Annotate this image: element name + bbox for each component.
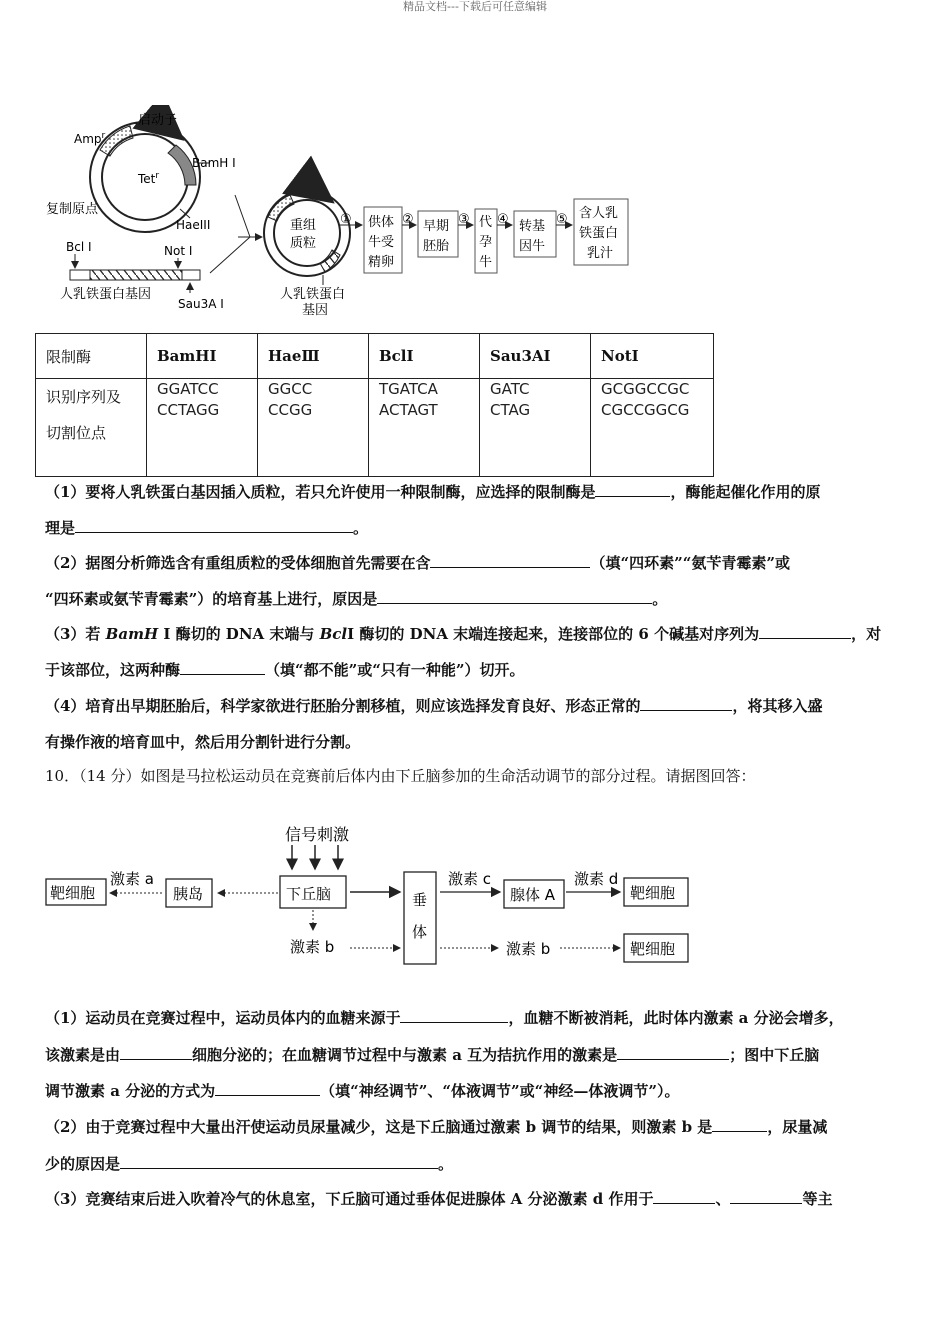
svg-text:精卵: 精卵: [368, 255, 395, 270]
seq-cell-bamhi: GGATCC CCTAGG: [147, 379, 258, 477]
table-header-row: [36, 334, 714, 379]
step-2: ②: [402, 212, 414, 227]
pituitary-label-2: 体: [412, 923, 428, 941]
seq-cell-sau3ai: GATC CTAG: [480, 379, 591, 477]
svg-text:牛: 牛: [479, 255, 493, 270]
hormone-a-label: 激素 a: [110, 870, 154, 888]
recomb-gene-label-1: 人乳铁蛋白: [280, 287, 346, 302]
hormone-d-label: 激素 d: [574, 870, 619, 888]
answer-blank[interactable]: [653, 1183, 715, 1204]
answer-blank[interactable]: [595, 476, 670, 497]
origin-label: 复制原点: [46, 202, 99, 217]
answer-blank[interactable]: [180, 654, 265, 675]
step-4: ④: [497, 212, 509, 227]
answer-blank[interactable]: [377, 583, 652, 604]
plasmid-figure: [40, 105, 680, 320]
header-cell: Sau3AⅠ: [480, 334, 591, 379]
recomb-gene-label-2: 基因: [302, 303, 329, 318]
target-cell-label-3: 靶细胞: [630, 940, 676, 958]
q9-part2-line2: “四环素或氨苄青霉素”）的培育基上进行，原因是 。: [45, 581, 907, 617]
q9-part2-line1: （2）据图分析筛选含有重组质粒的受体细胞首先需要在含 （填“四环素”“氨苄青霉素”或: [45, 545, 907, 581]
q10-part3-line1: （3）竞赛结束后进入吹着冷气的休息室，下丘脑可通过垂体促进腺体 A 分泌激素 d 作用于 、 等主: [45, 1181, 907, 1217]
hormone-b-label-2: 激素 b: [506, 940, 551, 958]
seq-cell-noti: GCGGCCGC CGCCGGCG: [591, 379, 714, 477]
answer-blank[interactable]: [215, 1075, 320, 1096]
table-row: [36, 379, 714, 477]
ampr-label: Amp$^r$: [74, 131, 106, 146]
bcli-label: Bcl I: [66, 240, 92, 254]
signal-label: 信号刺激: [285, 825, 350, 844]
answer-blank[interactable]: [640, 690, 732, 711]
answer-blank[interactable]: [617, 1039, 729, 1060]
haeiii-label: HaeIII: [176, 218, 211, 232]
hypothalamus-label: 下丘脑: [286, 885, 332, 903]
gland-a-label: 腺体 A: [510, 886, 556, 904]
target-cell-label-1: 靶细胞: [50, 884, 96, 902]
q10-part1-line1: （1）运动员在竞赛过程中，运动员体内的血糖来源于 ，血糖不断被消耗，此时体内激素 a 分泌会增多，: [45, 1000, 907, 1036]
q9-part3-line2: 于该部位，这两种酶 （填“都不能”或“只有一种能”）切开。: [45, 652, 907, 688]
seq-cell-bcli: TGATCA ACTAGT: [369, 379, 480, 477]
answer-blank[interactable]: [730, 1183, 802, 1204]
recomb-label-1: 重组: [290, 218, 317, 233]
svg-text:孕: 孕: [479, 235, 493, 250]
step-5: ⑤: [556, 212, 568, 227]
pituitary-label-1: 垂: [412, 891, 428, 909]
page-header: 精品文档---下载后可任意编辑: [403, 0, 547, 13]
recomb-label-2: 质粒: [290, 236, 317, 251]
promoter-label: 启动子: [138, 113, 178, 128]
header-cell: BclⅠ: [369, 334, 480, 379]
header-cell: HaeⅢ: [258, 334, 369, 379]
recombinant-plasmid: [264, 190, 350, 276]
q9-part1-line2: 理是 。: [45, 510, 907, 546]
enzyme-table: [35, 333, 714, 477]
q9-part3-line1: （3）若 BamH I 酶切的 DNA 末端与 BclI 酶切的 DNA 末端连接起来，连接部位的 6 个碱基对序列为 ，对: [45, 616, 907, 652]
svg-text:铁蛋白: 铁蛋白: [579, 226, 619, 241]
pituitary-box: [404, 872, 436, 964]
q10-title: 10．（14 分）如图是马拉松运动员在竞赛前后体内由下丘脑参加的生命活动调节的部分过程。请据图回答：: [45, 767, 756, 785]
gene-label: 人乳铁蛋白基因: [60, 287, 152, 302]
sau3ai-label: Sau3A I: [178, 297, 224, 311]
answer-blank[interactable]: [120, 1039, 192, 1060]
q10-part2-line2: 少的原因是 。: [45, 1146, 907, 1182]
noti-label: Not I: [164, 244, 193, 258]
svg-text:早期: 早期: [423, 219, 450, 234]
header-cell: BamHⅠ: [147, 334, 258, 379]
answer-blank[interactable]: [75, 512, 353, 533]
hormone-c-label: 激素 c: [448, 870, 492, 888]
step-3: ③: [458, 212, 470, 227]
svg-text:胚胎: 胚胎: [423, 239, 450, 254]
svg-text:转基: 转基: [519, 219, 546, 234]
header-cell: 限制酶: [36, 334, 147, 379]
answer-blank[interactable]: [400, 1002, 508, 1023]
hypothalamus-figure: [40, 812, 700, 972]
svg-text:乳汁: 乳汁: [587, 246, 614, 261]
seq-cell-haeiii: GGCC CCGG: [258, 379, 369, 477]
q10-part1-line2: 该激素是由 细胞分泌的；在血糖调节过程中与激素 a 互为拮抗作用的激素是 ；图中下丘脑: [45, 1037, 907, 1073]
answer-blank[interactable]: [430, 547, 590, 568]
row-label: 识别序列及 切割位点: [36, 379, 147, 477]
islet-label: 胰岛: [173, 885, 204, 903]
q10-part2-line1: （2）由于竞赛过程中大量出汗使运动员尿量减少，这是下丘脑通过激素 b 调节的结果，则激素 b 是 ，尿量减: [45, 1109, 907, 1145]
svg-text:供体: 供体: [368, 215, 395, 230]
svg-text:含人乳: 含人乳: [579, 206, 619, 221]
svg-text:牛受: 牛受: [368, 235, 395, 250]
hormone-b-label-1: 激素 b: [290, 938, 335, 956]
svg-text:因牛: 因牛: [519, 239, 546, 254]
target-cell-label-2: 靶细胞: [630, 884, 676, 902]
answer-blank[interactable]: [120, 1148, 438, 1169]
header-cell: NotⅠ: [591, 334, 714, 379]
q9-part4-line2: 有操作液的培育皿中，然后用分割针进行分割。: [45, 733, 361, 751]
tetr-label: Tet$^r$: [138, 171, 160, 186]
answer-blank[interactable]: [712, 1111, 767, 1132]
q9-part1-line1: （1）要将人乳铁蛋白基因插入质粒，若只允许使用一种限制酶，应选择的限制酶是 ，酶能起催化作用的原: [45, 474, 907, 510]
answer-blank[interactable]: [759, 618, 851, 639]
q9-part4-line1: （4）培育出早期胚胎后，科学家欲进行胚胎分割移植，则应该选择发育良好、形态正常的 ，将其移入盛: [45, 688, 907, 724]
step-1: ①: [340, 212, 352, 227]
svg-text:代: 代: [479, 215, 493, 230]
bamhi-label: BamH I: [192, 156, 236, 170]
q10-part1-line3: 调节激素 a 分泌的方式为 （填“神经调节”、“体液调节”或“神经—体液调节”）。: [45, 1073, 907, 1109]
